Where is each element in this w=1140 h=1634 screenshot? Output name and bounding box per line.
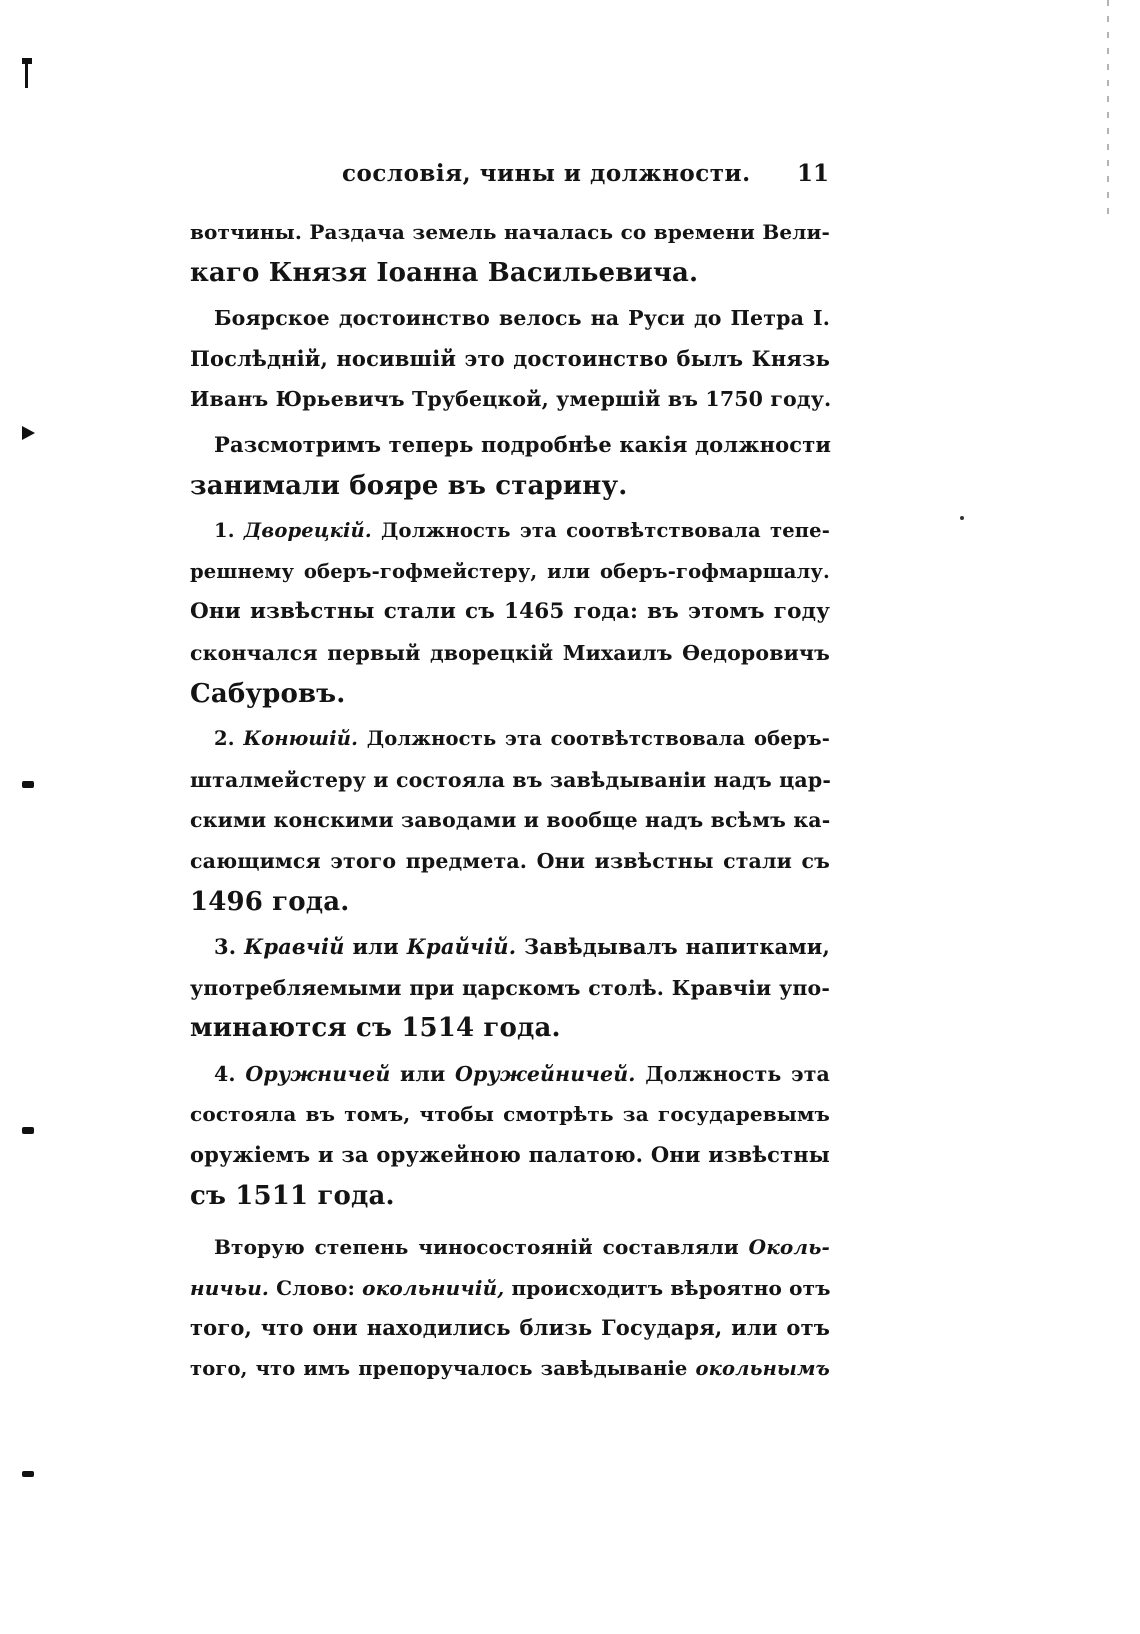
text-line: шталмейстеру и состояла въ завѣдываніи надъ цар- <box>190 767 832 792</box>
text-line: сающимся этого предмета. Они извѣстны стали съ <box>190 848 830 873</box>
margin-mark-arrow <box>22 426 35 440</box>
text-line: Иванъ Юрьевичъ Трубецкой, умершій въ 1750 году. <box>190 387 832 412</box>
office-term: Кравчій <box>244 934 345 960</box>
line-rest: Должность эта соотвѣтствовала тепе- <box>381 519 830 543</box>
paragraph-okolnichy <box>190 1227 830 1389</box>
line-start: Вторую степень чиносостояній составляли <box>214 1235 739 1260</box>
line-start: того, что имъ препоручалось завѣдываніе <box>190 1357 688 1381</box>
conjunction: или <box>400 1061 446 1086</box>
paragraph-dvoretsky <box>190 511 830 714</box>
text-line <box>190 1349 830 1390</box>
text-line <box>190 927 830 968</box>
item-number: 4. <box>214 1061 236 1086</box>
margin-mark-lower <box>22 1127 34 1134</box>
text-line: вотчины. Раздача земель началась со времени Вели- <box>190 220 830 244</box>
text-line <box>190 1054 830 1095</box>
running-head <box>192 160 829 194</box>
paragraph <box>190 298 830 420</box>
line-mid: Слово: <box>276 1275 356 1300</box>
body-text <box>190 212 830 1390</box>
text-line <box>190 1227 830 1268</box>
item-number: 2. <box>214 727 235 751</box>
text-line <box>190 719 830 760</box>
text-line: съ 1511 года. <box>190 1180 395 1211</box>
text-line: скими конскими заводами и вообще надъ всѣмъ ка- <box>190 808 831 833</box>
text-line: скончался первый дворецкій Михаилъ Ѳедоровичъ <box>190 640 830 665</box>
paragraph <box>190 425 830 506</box>
margin-mark-bottom <box>22 1471 34 1477</box>
running-title: сословія, чины и должности. <box>342 160 751 187</box>
line-rest: Должность эта соотвѣтствовала оберъ- <box>366 727 830 751</box>
text-line: Разсмотримъ теперь подробнѣе какія должности <box>214 431 832 457</box>
office-term-alt: Крайчій. <box>406 934 517 960</box>
text-line: употребляемыми при царскомъ столѣ. Кравчіи упо- <box>190 975 830 1000</box>
text-line: Боярское достоинство велось на Руси до Петра I. <box>214 306 830 331</box>
word-term: окольнымъ <box>695 1357 830 1381</box>
text-line: состояла въ томъ, чтобы смотрѣть за государевымъ <box>190 1102 830 1127</box>
line-rest: Завѣдывалъ напитками, <box>524 934 830 960</box>
text-line: решнему оберъ-гофмейстеру, или оберъ-гофмаршалу. <box>190 559 830 583</box>
text-line: каго Князя Іоанна Васильевича. <box>190 257 699 288</box>
margin-mark-middle <box>22 781 34 788</box>
office-term: Оружничей <box>245 1061 391 1086</box>
text-line: того, что они находились близь Государя, или отъ <box>190 1315 830 1341</box>
item-number: 3. <box>214 934 237 960</box>
text-line: Они извѣстны стали съ 1465 года: въ этомъ году <box>190 599 830 625</box>
text-line <box>190 1268 830 1309</box>
paragraph-kravchy <box>190 927 830 1049</box>
text-line: минаются съ 1514 года. <box>190 1013 561 1044</box>
paragraph-konyushy <box>190 719 830 922</box>
rank-term: ничьи. <box>190 1275 270 1300</box>
office-term-alt: Оружейничей. <box>455 1061 636 1086</box>
text-line: Сабуровъ. <box>190 678 346 709</box>
conjunction: или <box>352 934 399 960</box>
paragraph-oruzhnichy <box>190 1054 830 1216</box>
text-line <box>190 511 830 552</box>
word-term: окольничій, <box>362 1275 505 1300</box>
ink-speck <box>960 516 964 520</box>
line-rest: Должность эта <box>645 1061 830 1086</box>
rank-term: Околь- <box>748 1235 830 1260</box>
paragraph <box>190 212 830 293</box>
text-line: 1496 года. <box>190 886 350 917</box>
page-number: 11 <box>796 160 829 187</box>
office-term: Конюшій. <box>243 727 359 751</box>
text-line: Послѣдній, носившій это достоинство былъ Князь <box>190 345 830 371</box>
page-edge-dots <box>1107 0 1109 220</box>
item-number: 1. <box>214 519 235 543</box>
text-line: занимали бояре въ старину. <box>190 470 628 501</box>
margin-mark-top-stem <box>25 60 28 88</box>
line-end: происходитъ вѣроятно отъ <box>511 1275 831 1300</box>
text-line: оружіемъ и за оружейною палатою. Они извѣстны <box>190 1142 830 1168</box>
office-term: Дворецкій. <box>243 519 372 543</box>
